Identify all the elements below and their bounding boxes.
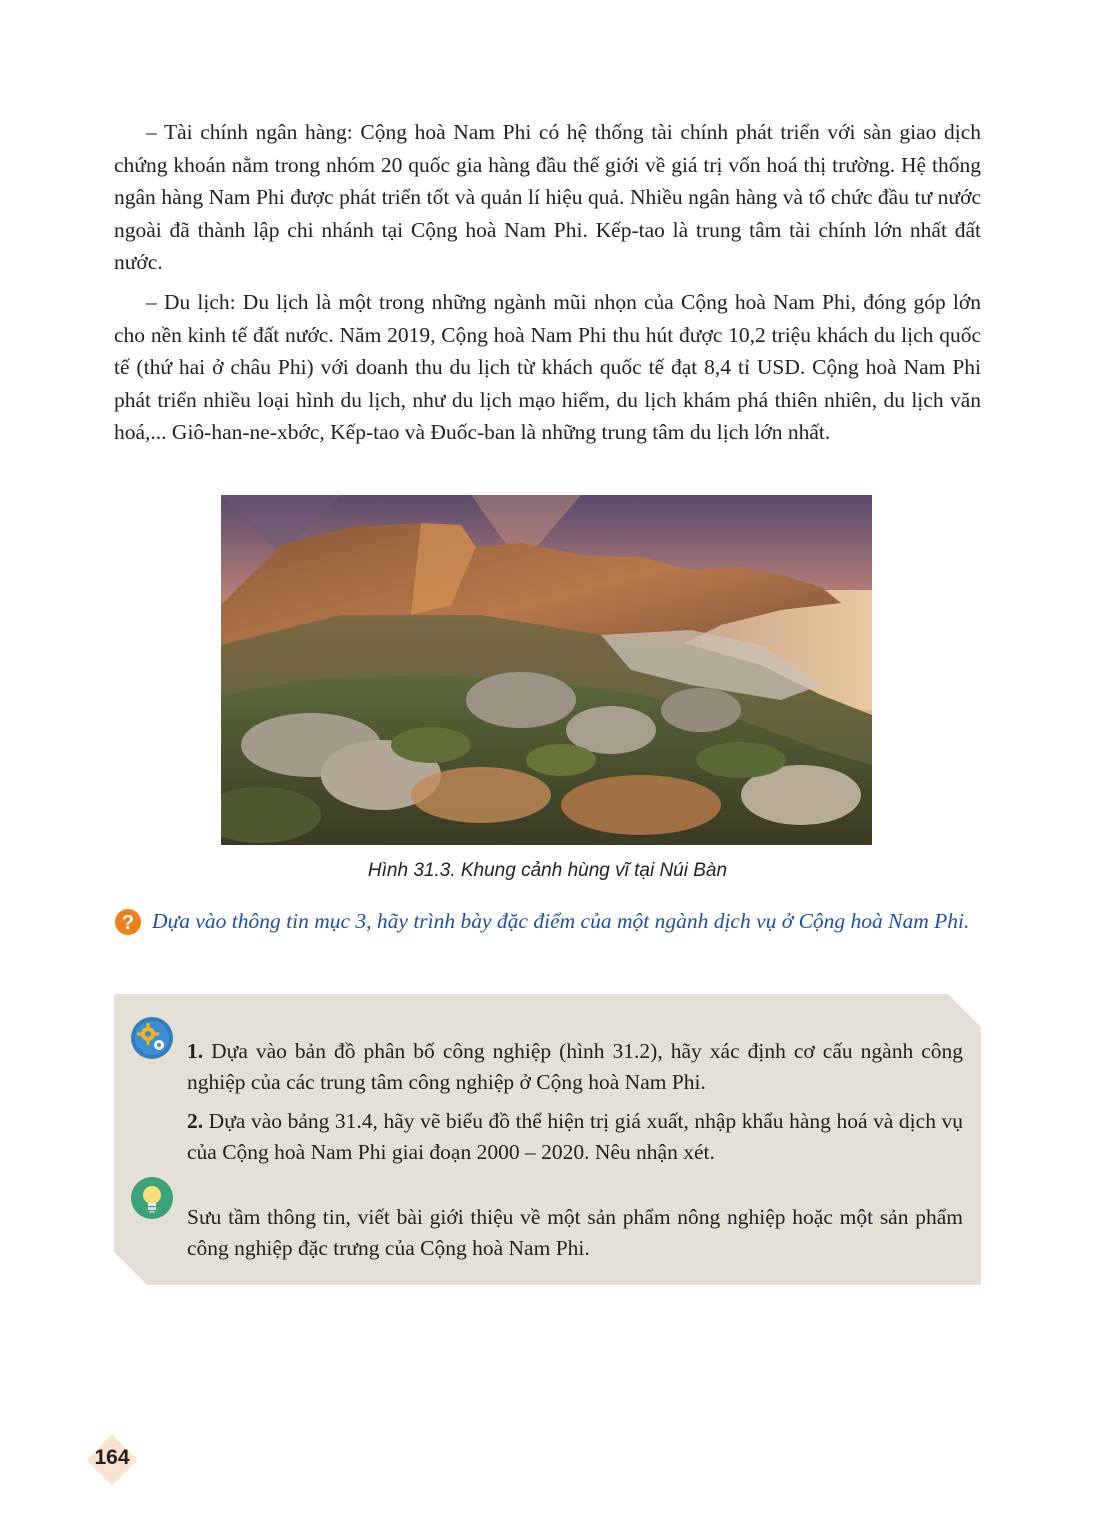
apply-text: Sưu tầm thông tin, viết bài giới thiệu về một sản phẩm nông nghiệp hoặc một sản phẩm công nghiệp đặc trưng của Cộng hoà Nam Phi.	[187, 1205, 963, 1260]
figure-caption: Hình 31.3. Khung cảnh hùng vĩ tại Núi Bàn	[367, 860, 728, 881]
page-number: 164	[94, 1446, 130, 1469]
activity-item-1	[187, 1036, 963, 1098]
activity-item-number: 1.	[187, 1039, 204, 1063]
activity-item-number: 2.	[187, 1109, 204, 1133]
gear-icon	[130, 1016, 174, 1060]
tourism-paragraph: – Du lịch: Du lịch là một trong những ngành mũi nhọn của Cộng hoà Nam Phi, đóng góp lớn cho nền kinh tế đất nước. Năm 2019, Cộng hoà Nam Phi thu hút được 10,2 triệu khách du lịch quốc tế (thứ hai ở châu Phi) với doanh thu du lịch từ khách quốc tế đạt 8,4 tỉ USD. Cộng hoà Nam Phi phát triển nhiều loại hình du lịch, như du lịch mạo hiểm, du lịch khám phá thiên nhiên, du lịch văn hoá,... Giô-han-ne-xbớc, Kếp-tao và Đuốc-ban là những trung tâm du lịch lớn nhất.	[114, 290, 981, 444]
activity-item-text: Dựa vào bản đồ phân bố công nghiệp (hình 31.2), hãy xác định cơ cấu ngành công nghiệp của các trung tâm công nghiệp ở Cộng hoà Nam Phi.	[187, 1039, 963, 1094]
activity-item-2	[187, 1106, 963, 1168]
activity-item-text: Dựa vào bảng 31.4, hãy vẽ biểu đồ thể hiện trị giá xuất, nhập khẩu hàng hoá và dịch vụ của Cộng hoà Nam Phi giai đoạn 2000 – 2020. Nêu nhận xét.	[187, 1109, 963, 1164]
question-icon	[114, 908, 142, 936]
svg-text:?: ?	[121, 912, 135, 934]
question-block	[114, 906, 981, 936]
table-mountain-photo	[221, 495, 872, 845]
question-text: Dựa vào thông tin mục 3, hãy trình bày đặc điểm của một ngành dịch vụ ở Cộng hoà Nam Phi.	[152, 909, 970, 933]
lightbulb-icon	[130, 1176, 174, 1220]
finance-paragraph: – Tài chính ngân hàng: Cộng hoà Nam Phi có hệ thống tài chính phát triển với sàn giao dịch chứng khoán nằm trong nhóm 20 quốc gia hàng đầu thế giới về giá trị vốn hoá thị trường. Hệ thống ngân hàng Nam Phi được phát triển tốt và quản lí hiệu quả. Nhiều ngân hàng và tổ chức đầu tư nước ngoài đã thành lập chi nhánh tại Cộng hoà Nam Phi. Kếp-tao là trung tâm tài chính lớn nhất đất nước.	[114, 120, 981, 274]
page-number-badge	[82, 1430, 142, 1490]
